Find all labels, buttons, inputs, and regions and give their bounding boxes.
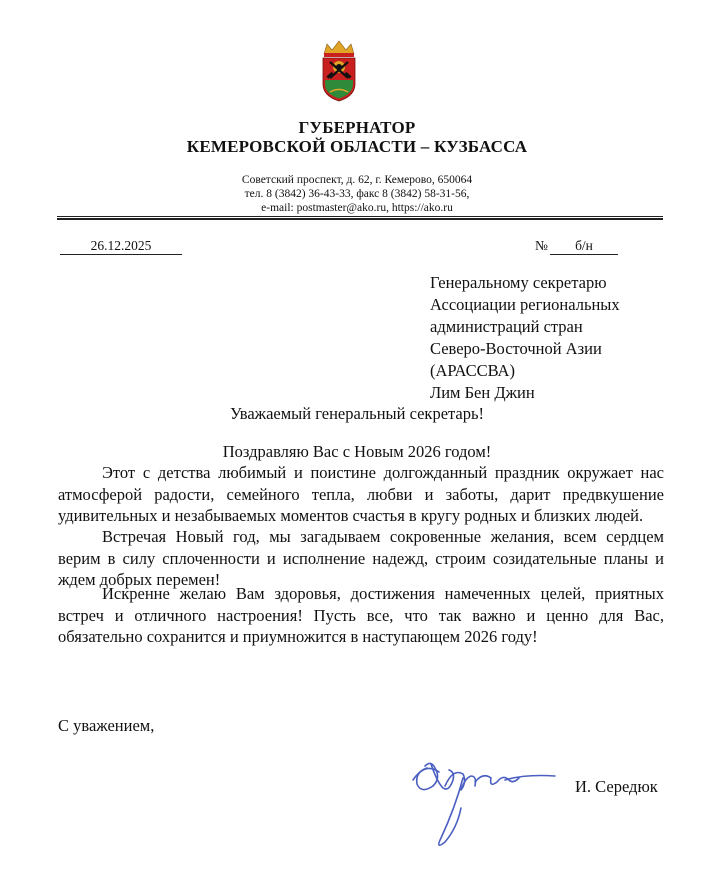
signer-name: И. Середюк (575, 777, 658, 796)
phone-fax-line: тел. 8 (3842) 36-43-33, факс 8 (3842) 58-31-56, (244, 188, 470, 200)
addressee-line: Ассоциации региональных (430, 295, 620, 314)
letterhead-title: ГУБЕРНАТОР (298, 118, 416, 137)
letterhead-subtitle: КЕМЕРОВСКОЙ ОБЛАСТИ – КУЗБАССА (186, 137, 528, 156)
body-paragraph: Встречая Новый год, мы загадываем сокровенные желания, всем сердцем верим в силу сплоченности и исполнение надежд, строим созидательные планы и ждем добрых перемен! (58, 527, 664, 589)
header-divider (57, 216, 663, 217)
body-paragraph: Этот с детства любимый и поистине долгожданный праздник окружает нас атмосферой радости, семейного тепла, любви и заботы, дарит предвкушение удивительных и незабываемых моментов счастья в кругу родных и близких людей. (58, 463, 664, 525)
addressee-line: Генеральному секретарю (430, 273, 607, 292)
number-sign: № (535, 238, 548, 253)
document-date: 26.12.2025 (60, 238, 182, 255)
addressee-line: администраций стран (430, 317, 583, 336)
addressee-line: Лим Бен Джин (430, 383, 535, 402)
body-paragraph: Искренне желаю Вам здоровья, достижения намеченных целей, приятных встреч и отличного настроения! Пусть все, что так важно и ценно для Вас, обязательно сохранится и приумножится в наступающем 2026 году! (58, 584, 664, 646)
document-number: б/н (550, 238, 618, 255)
salutation: Уважаемый генеральный секретарь! (229, 404, 485, 423)
closing-phrase: С уважением, (58, 716, 155, 735)
addressee-block (430, 272, 620, 404)
addressee-line: Северо-Восточной Азии (430, 339, 602, 358)
coat-of-arms-emblem (318, 40, 360, 104)
congratulation-line: Поздравляю Вас с Новым 2026 годом! (222, 442, 492, 461)
handwritten-signature (405, 738, 565, 858)
header-divider-thick (57, 218, 663, 220)
email-web-line: e-mail: postmaster@ako.ru, https://ako.ru (261, 202, 453, 214)
address-line: Советский проспект, д. 62, г. Кемерово, 650064 (241, 174, 473, 186)
addressee-line: (АРАССВА) (430, 361, 515, 380)
